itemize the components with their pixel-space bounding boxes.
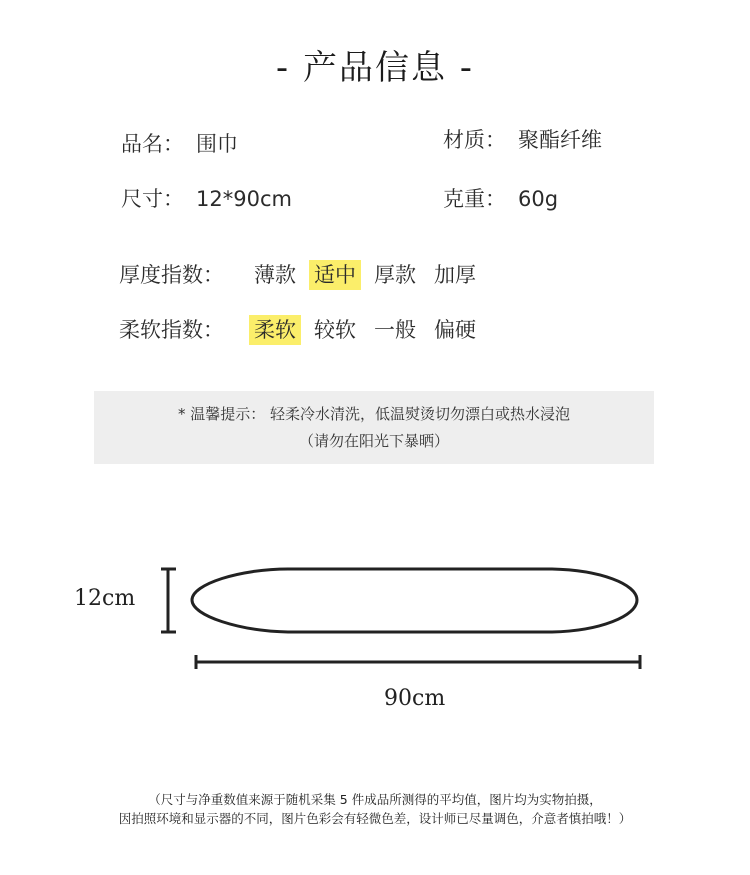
footer-disclaimer (0, 790, 750, 828)
thickness-option: 加厚 (434, 263, 476, 287)
softness-option: 一般 (374, 318, 416, 342)
length-label: 90cm (384, 686, 446, 711)
spec-name-value: 围巾 (196, 132, 238, 156)
spec-material-value: 聚酯纤维 (518, 128, 602, 152)
thickness-option: 厚款 (374, 263, 416, 287)
spec-name-label: 品名： (121, 132, 184, 156)
care-notice-line2: （请勿在阳光下暴晒） (298, 432, 449, 450)
softness-option: 较软 (314, 318, 356, 342)
softness-label: 柔软指数： (119, 318, 224, 342)
spec-size-value: 12*90cm (196, 187, 292, 211)
softness-option: 偏硬 (434, 318, 476, 342)
width-label: 12cm (74, 586, 136, 611)
scarf-outline (192, 569, 637, 632)
thickness-option-selected: 适中 (309, 260, 361, 290)
thickness-option: 薄款 (254, 263, 296, 287)
spec-weight-label: 克重： (443, 187, 506, 211)
spec-size-label: 尺寸： (121, 187, 184, 211)
page-title: - 产品信息 - (275, 48, 475, 88)
thickness-label: 厚度指数： (119, 263, 224, 287)
spec-weight-value: 60g (518, 187, 559, 211)
care-notice-line1: * 温馨提示： 轻柔冷水清洗，低温熨烫切勿漂白或热水浸泡 (177, 405, 571, 423)
footer-line2: 因拍照环境和显示器的不同，图片色彩会有轻微色差，设计师已尽量调色，介意者慎拍哦！） (118, 811, 632, 826)
footer-line1: （尺寸与净重数值来源于随机采集 5 件成品所测得的平均值，图片均为实物拍摄， (148, 792, 602, 807)
softness-option-selected: 柔软 (249, 315, 301, 345)
spec-material-label: 材质： (443, 128, 506, 152)
